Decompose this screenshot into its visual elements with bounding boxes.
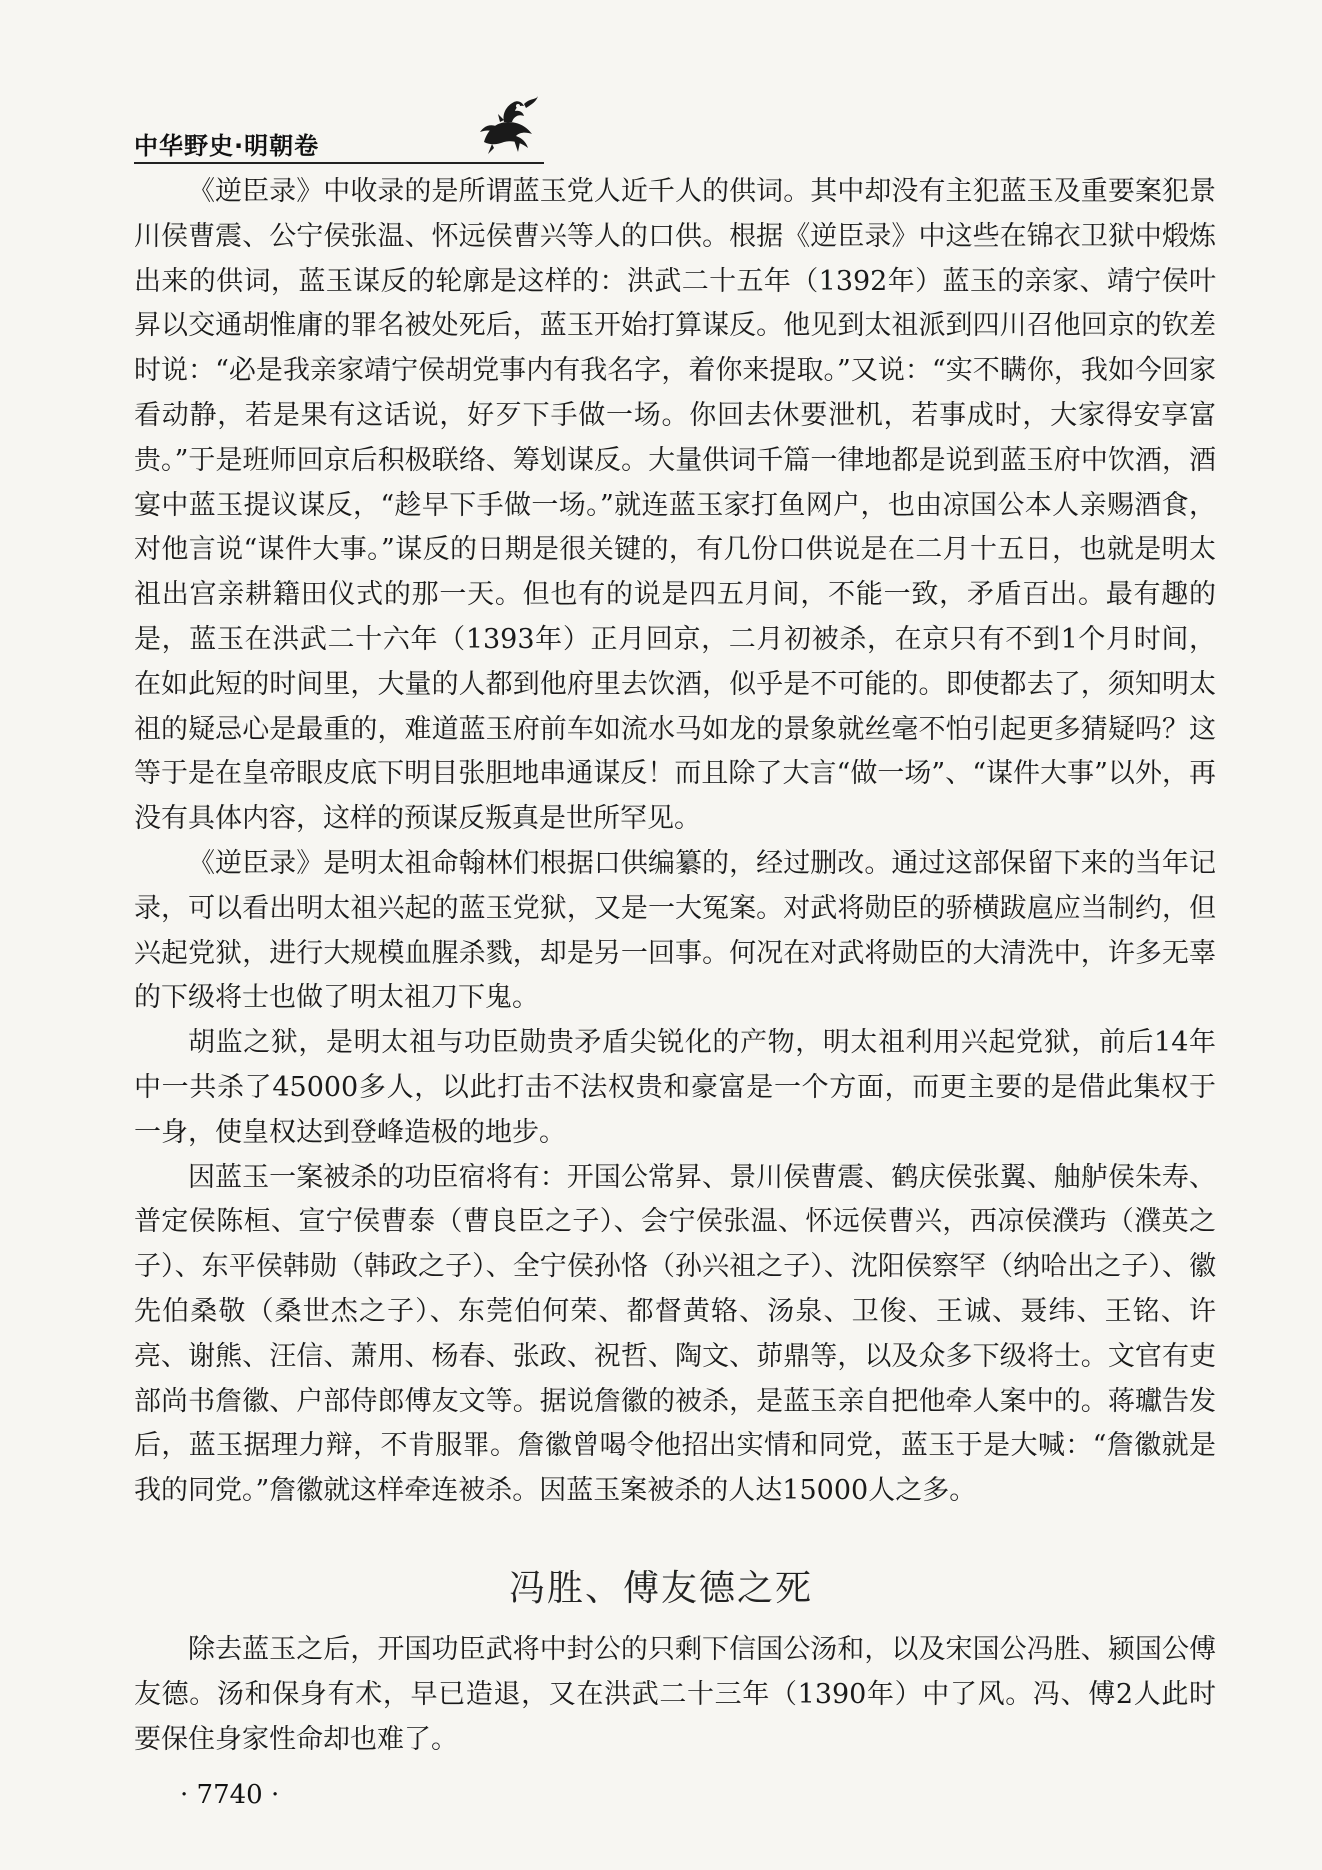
book-title: 中华野史·明朝卷 <box>134 132 320 160</box>
main-body-text <box>134 170 1216 1514</box>
paragraph: 胡监之狱，是明太祖与功臣勋贵矛盾尖锐化的产物，明太祖利用兴起党狱，前后14年中一共杀了45000多人，以此打击不法权贵和豪富是一个方面，而更主要的是借此集权于一身，使皇权达到登峰造极的地步。 <box>134 1027 1216 1148</box>
page-number: · 7740 · <box>180 1780 280 1810</box>
paragraph: 《逆臣录》是明太祖命翰林们根据口供编纂的，经过删改。通过这部保留下来的当年记录，可以看出明太祖兴起的蓝玉党狱，又是一大冤案。对武将勋臣的骄横跋扈应当制约，但兴起党狱，进行大规模血腥杀戮，却是另一回事。何况在对武将勋臣的大清洗中，许多无辜的下级将士也做了明太祖刀下鬼。 <box>134 847 1216 1014</box>
dragon-logo-icon <box>474 92 542 156</box>
section-body-text <box>134 1628 1216 1762</box>
section-heading: 冯胜、傅友德之死 <box>508 1568 813 1609</box>
paragraph: 因蓝玉一案被杀的功臣宿将有：开国公常昇、景川侯曹震、鹤庆侯张翼、舳舻侯朱寿、普定侯陈桓、宣宁侯曹泰（曹良臣之子）、会宁侯张温、怀远侯曹兴，西凉侯濮玙（濮英之子）、东平侯韩勋（韩政之子）、全宁侯孙恪（孙兴祖之子）、沈阳侯察罕（纳哈出之子）、徽先伯桑敬（桑世杰之子）、东莞伯何荣、都督黄辂、汤泉、卫俊、王诚、聂纬、王铭、许亮、谢熊、汪信、萧用、杨春、张政、祝哲、陶文、茆鼎等，以及众多下级将士。文官有吏部尚书詹徽、户部侍郎傅友文等。据说詹徽的被杀，是蓝玉亲自把他牵人案中的。蒋瓛告发后，蓝玉据理力辩，不肯服罪。詹徽曾喝令他招出实情和同党，蓝玉于是大喊：“詹徽就是我的同党。”詹徽就这样牵连被杀。因蓝玉案被杀的人达15000人之多。 <box>134 1161 1216 1507</box>
paragraph: 《逆臣录》中收录的是所谓蓝玉党人近千人的供词。其中却没有主犯蓝玉及重要案犯景川侯曹震、公宁侯张温、怀远侯曹兴等人的口供。根据《逆臣录》中这些在锦衣卫狱中煅炼出来的供词，蓝玉谋反的轮廓是这样的：洪武二十五年（1392年）蓝玉的亲家、靖宁侯叶昇以交通胡惟庸的罪名被处死后，蓝玉开始打算谋反。他见到太祖派到四川召他回京的钦差时说：“必是我亲家靖宁侯胡党事内有我名字，着你来提取。”又说：“实不瞒你，我如今回家看动静，若是果有这话说，好歹下手做一场。你回去休要泄机，若事成时，大家得安享富贵。”于是班师回京后积极联络、筹划谋反。大量供词千篇一律地都是说到蓝玉府中饮酒，酒宴中蓝玉提议谋反，“趁早下手做一场。”就连蓝玉家打鱼网户，也由凉国公本人亲赐酒食，对他言说“谋件大事。”谋反的日期是很关键的，有几份口供说是在二月十五日，也就是明太祖出宫亲耕籍田仪式的那一天。但也有的说是四五月间，不能一致，矛盾百出。最有趣的是，蓝玉在洪武二十六年（1393年）正月回京，二月初被杀，在京只有不到1个月时间，在如此短的时间里，大量的人都到他府里去饮酒，似乎是不可能的。即使都去了，须知明太祖的疑忌心是最重的，难道蓝玉府前车如流水马如龙的景象就丝毫不怕引起更多猜疑吗？这等于是在皇帝眼皮底下明目张胆地串通谋反！而且除了大言“做一场”、“谋件大事”以外，再没有具体内容，这样的预谋反叛真是世所罕见。 <box>134 176 1216 835</box>
header-rule <box>134 162 544 164</box>
paragraph: 除去蓝玉之后，开国功臣武将中封公的只剩下信国公汤和，以及宋国公冯胜、颍国公傅友德。汤和保身有术，早已造退，又在洪武二十三年（1390年）中了风。冯、傅2人此时要保住身家性命却也难了。 <box>134 1634 1216 1755</box>
